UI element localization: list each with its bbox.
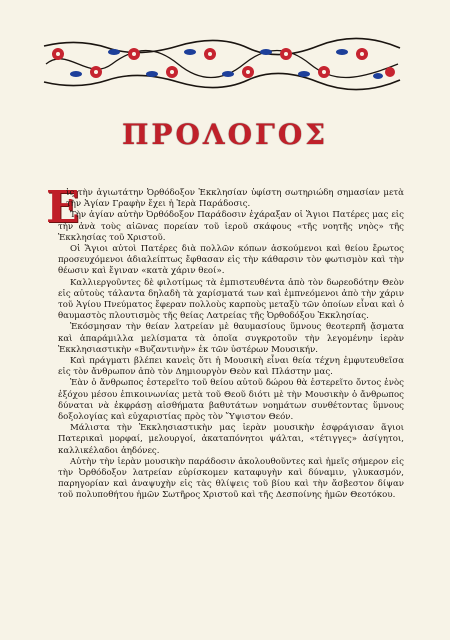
paragraph-1: ἰς τὴν ἁγιωτάτην Ὀρθόδοξον Ἐκκλησίαν ὑφίστη σωτηριώδη σημασίαν μετὰ τὴν Ἁγίαν Γραφὴν ἔχει ἡ Ἱερὰ Παράδοσις. <box>66 188 404 210</box>
paragraph-3: Οἱ Ἅγιοι αὐτοὶ Πατέρες διὰ πολλῶν κόπων ἀσκούμενοι καὶ θείου ἔρωτος προσευχόμενοι ἀδιαλείπτως ἔφθασαν εἰς τὴν κάθαρσιν τὸν φωτισμὸν καὶ τὴν θέωσιν καὶ ἔγιναν «κατὰ χάριν θεοί». <box>58 244 404 277</box>
floral-headpiece-ornament <box>38 36 406 92</box>
paragraph-9: Αὐτὴν τὴν ἱερὰν μουσικὴν παράδοσιν ἀκολουθοῦντες καὶ ἡμεῖς σήμερον εἰς τὴν Ὀρθόδοξον λατρείαν εὑρίσκομεν καταφυγὴν καὶ δύναμιν, γλυκασμόν, παρηγορίαν καὶ ἀναψυχὴν εἰς τὰς θλίψεις τοῦ βίου καὶ τὴν ἄσβεστον δίψαν τοῦ πολυποθήτου ἡμῶν Σωτῆρος Χριστοῦ καὶ τῆς Δεσποίνης ἡμῶν Θεοτόκου. <box>58 456 404 501</box>
paragraph-4: Καλλιεργοῦντες δὲ φιλοτίμως τὰ ἐμπιστευθέντα ἀπὸ τὸν δωρεοδότην Θεὸν εἰς αὐτοὺς τάλαντα δηλαδὴ τὰ χαρίσματά των καὶ ἐμπνεόμενοι ἀπὸ τὴν χάριν τοῦ Ἁγίου Πνεύματος ἔφεραν πολλοὺς καρποὺς μεταξὺ τῶν ὁποίων εἶναι καὶ ὁ θαυμαστὸς πλουτισμὸς τῆς θείας Λατρείας τῆς Ὀρθοδόξου Ἐκκλησίας. <box>58 277 404 322</box>
drop-cap-initial: Ε <box>46 182 80 233</box>
paragraph-5: Ἐκόσμησαν τὴν θείαν λατρείαν μὲ θαυμασίους ὕμνους θεοτερπῆ ᾄσματα καὶ ἀπαράμιλλα μελίσματα τὰ ὁποῖα συγκροτοῦν τὴν λεγομένην ἱερὰν Ἐκκλησιαστικὴν «Βυζαντινὴν» ἐκ τῶν ὑστέρων Μουσικήν. <box>58 322 404 355</box>
paragraph-2: Τὴν ἁγίαν αὐτὴν Ὀρθόδοξον Παράδοσιν ἐχάραξαν οἱ Ἅγιοι Πατέρες μας εἰς τὴν ἀνὰ τοὺς αἰῶνας πορείαν τοῦ ἱεροῦ σκάφους «τῆς νοητῆς νηὸς» τῆς Ἐκκλησίας τοῦ Χριστοῦ. <box>58 210 404 243</box>
page-title: ΠΡΟΛΟΓΟΣ <box>121 118 329 151</box>
paragraph-8: Μάλιστα τὴν Ἐκκλησιαστικὴν μας ἱερὰν μουσικὴν ἐσφράγισαν ἅγιοι Πατερικαὶ μορφαί, μελουργοί, ἀκαταπόνητοι ψάλται, «τέτιγγες» ἀσίγητοι, καλλικέλαδοι ἀηδόνες. <box>58 423 404 456</box>
body-text <box>58 188 404 502</box>
paragraph-6: Καὶ πράγματι βλέπει κανεὶς ὅτι ἡ Μουσικὴ εἶναι θεία τέχνη ἐμφυτευθεῖσα εἰς τὸν ἄνθρωπον ἀπὸ τὸν Δημιουργὸν Θεὸν καὶ Πλάστην μας. <box>58 356 404 378</box>
paragraph-7: Ἐὰν ὁ ἄνθρωπος ἐστερεῖτο τοῦ θείου αὐτοῦ δώρου θὰ ἐστερεῖτο ὄντος ἑνὸς ἐξόχου μέσου ἐπικοινωνίας μετὰ τοῦ Θεοῦ διότι μὲ τὴν Μουσικὴν ὁ ἄνθρωπος δύναται νὰ ἐκφράσῃ αἰσθήματα βαθυτάτων νοημάτων συνθέτοντας ὕμνους δοξολογίας καὶ εὐχαριστίας πρὸς τὸν Ὕψιστον Θεόν. <box>58 378 404 423</box>
